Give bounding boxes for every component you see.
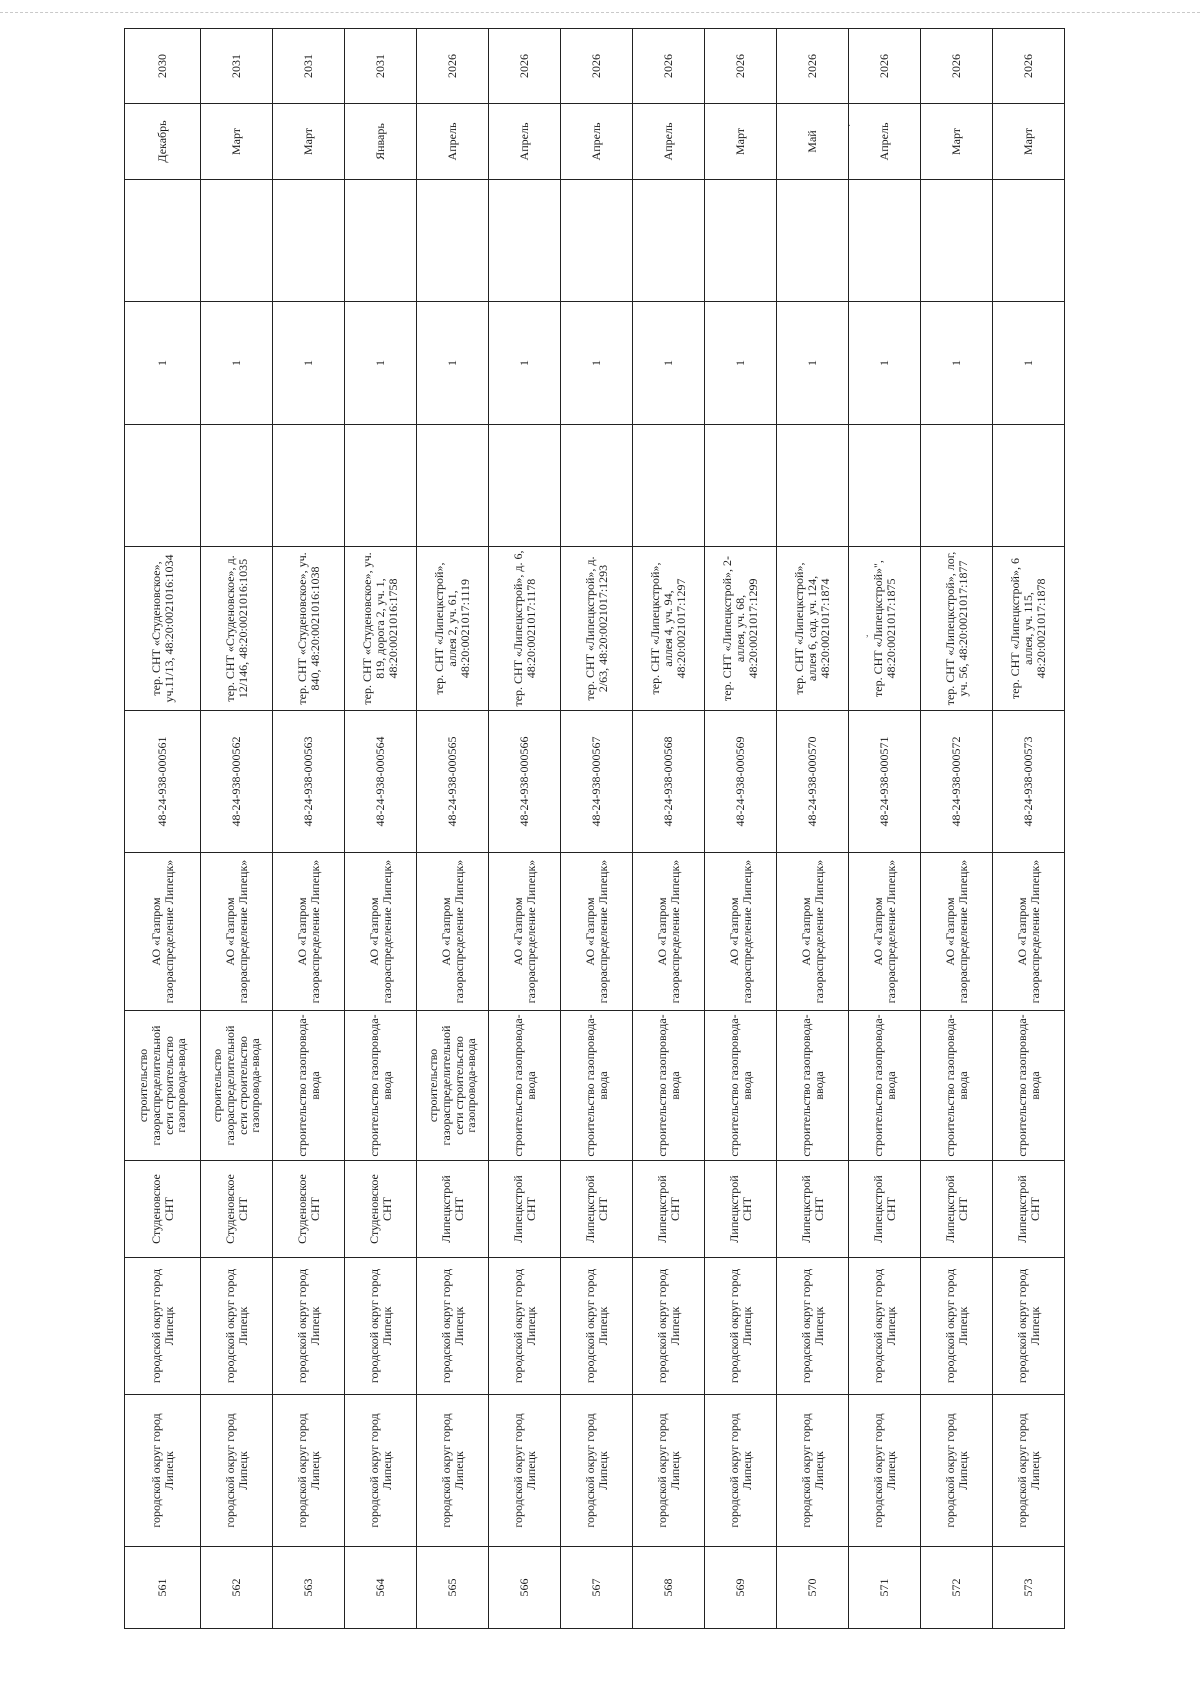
cell-object-code: 48-24-938-000563 [273,711,345,853]
cell-empty [777,425,849,547]
cell-number: 566 [489,1547,561,1629]
cell-municipal-district: городской округ город Липецк [777,1395,849,1547]
cell-empty [561,180,633,302]
cell-municipal-district: городской округ город Липецк [125,1395,201,1547]
cell-empty [633,425,705,547]
cell-quantity: 1 [417,302,489,425]
cell-month: Апрель [849,104,921,180]
cell-quantity: 1 [777,302,849,425]
cell-activity: строительство газопровода-ввода [345,1011,417,1161]
table-row [489,29,561,1629]
cell-gas-organization: АО «Газпром газораспределение Липецк» [125,853,201,1011]
cell-gas-organization: АО «Газпром газораспределение Липецк» [777,853,849,1011]
cell-empty [417,180,489,302]
cell-empty [273,180,345,302]
cell-number: 565 [417,1547,489,1629]
cell-address-cadastral: тер. СНТ «Липецкстрой», д. 2/63, 48:20:0021017:1293 [561,547,633,711]
rotated-table-container [124,54,1064,1629]
cell-year: 2026 [921,29,993,104]
cell-settlement: городской округ город Липецк [705,1258,777,1395]
gasification-register-table [124,28,1065,1629]
cell-gas-organization: АО «Газпром газораспределение Липецк» [705,853,777,1011]
cell-gas-organization: АО «Газпром газораспределение Липецк» [417,853,489,1011]
cell-empty [125,180,201,302]
cell-gas-organization: АО «Газпром газораспределение Липецк» [921,853,993,1011]
cell-month: Январь [345,104,417,180]
table-row [125,29,201,1629]
cell-empty [125,425,201,547]
cell-year: 2026 [993,29,1065,104]
cell-activity: строительство газопровода-ввода [489,1011,561,1161]
cell-activity: строительство газопровода-ввода [777,1011,849,1161]
cell-address-cadastral: тер. СНТ «Студеновское», уч.11/13, 48:20:0021016:1034 [125,547,201,711]
cell-settlement: городской округ город Липецк [345,1258,417,1395]
cell-empty [345,180,417,302]
table-row [705,29,777,1629]
table-row [417,29,489,1629]
cell-number: 569 [705,1547,777,1629]
scan-speck: . [848,118,851,129]
cell-quantity: 1 [633,302,705,425]
cell-snt-name: Липецкстрой СНТ [633,1161,705,1258]
cell-gas-organization: АО «Газпром газораспределение Липецк» [273,853,345,1011]
cell-snt-name: Студеновское СНТ [125,1161,201,1258]
scan-speck: , [866,628,869,639]
cell-quantity: 1 [561,302,633,425]
cell-address-cadastral: тер. СНТ «Студеновское», уч. 819, дорога 2, уч. 1, 48:20:0021016:1758 [345,547,417,711]
cell-number: 567 [561,1547,633,1629]
table-row [921,29,993,1629]
cell-address-cadastral: тер. СНТ «Липецкстрой», 6 аллея, уч. 115, 48:20:0021017:1878 [993,547,1065,711]
cell-number: 571 [849,1547,921,1629]
cell-month: Апрель [489,104,561,180]
cell-object-code: 48-24-938-000562 [201,711,273,853]
cell-snt-name: Липецкстрой СНТ [705,1161,777,1258]
cell-year: 2026 [489,29,561,104]
cell-municipal-district: городской округ город Липецк [417,1395,489,1547]
cell-quantity: 1 [489,302,561,425]
cell-empty [201,425,273,547]
cell-address-cadastral: тер. СНТ «Липецкстрой»", 48:20:0021017:1875 [849,547,921,711]
cell-month: Апрель [417,104,489,180]
cell-activity: строительство газопровода-ввода [849,1011,921,1161]
cell-settlement: городской округ город Липецк [417,1258,489,1395]
table-row [201,29,273,1629]
cell-snt-name: Липецкстрой СНТ [921,1161,993,1258]
cell-municipal-district: городской округ город Липецк [273,1395,345,1547]
scan-edge-line [0,12,1200,13]
cell-quantity: 1 [993,302,1065,425]
cell-address-cadastral: тер. СНТ «Студеновское», уч. 840, 48:20:0021016:1038 [273,547,345,711]
cell-month: Декабрь [125,104,201,180]
table-row [633,29,705,1629]
cell-object-code: 48-24-938-000573 [993,711,1065,853]
cell-quantity: 1 [345,302,417,425]
cell-activity: строительство газораспределительной сети строительство газопровода-ввода [417,1011,489,1161]
cell-month: Март [921,104,993,180]
cell-year: 2026 [777,29,849,104]
cell-address-cadastral: тер. СНТ «Липецкстрой», аллея 2, уч. 61, 48:20:0021017:1119 [417,547,489,711]
cell-municipal-district: городской округ город Липецк [201,1395,273,1547]
cell-gas-organization: АО «Газпром газораспределение Липецк» [345,853,417,1011]
cell-snt-name: Липецкстрой СНТ [417,1161,489,1258]
cell-object-code: 48-24-938-000566 [489,711,561,853]
cell-month: Апрель [633,104,705,180]
cell-gas-organization: АО «Газпром газораспределение Липецк» [489,853,561,1011]
cell-month: Май [777,104,849,180]
cell-settlement: городской округ город Липецк [201,1258,273,1395]
cell-quantity: 1 [273,302,345,425]
cell-municipal-district: городской округ город Липецк [633,1395,705,1547]
cell-year: 2026 [705,29,777,104]
cell-quantity: 1 [849,302,921,425]
cell-activity: строительство газораспределительной сети строительство газопровода-ввода [125,1011,201,1161]
cell-number: 570 [777,1547,849,1629]
cell-snt-name: Студеновское СНТ [201,1161,273,1258]
cell-settlement: городской округ город Липецк [849,1258,921,1395]
cell-activity: строительство газораспределительной сети строительство газопровода-ввода [201,1011,273,1161]
cell-object-code: 48-24-938-000570 [777,711,849,853]
cell-object-code: 48-24-938-000564 [345,711,417,853]
cell-number: 572 [921,1547,993,1629]
cell-gas-organization: АО «Газпром газораспределение Липецк» [633,853,705,1011]
cell-number: 563 [273,1547,345,1629]
cell-empty [489,425,561,547]
cell-year: 2026 [561,29,633,104]
cell-quantity: 1 [921,302,993,425]
cell-empty [705,180,777,302]
table-body [125,29,1065,1629]
cell-quantity: 1 [125,302,201,425]
cell-activity: строительство газопровода-ввода [273,1011,345,1161]
cell-snt-name: Студеновское СНТ [345,1161,417,1258]
cell-quantity: 1 [201,302,273,425]
cell-month: Март [201,104,273,180]
cell-empty [921,425,993,547]
cell-municipal-district: городской округ город Липецк [489,1395,561,1547]
table-row [345,29,417,1629]
cell-snt-name: Липецкстрой СНТ [849,1161,921,1258]
cell-empty [993,425,1065,547]
cell-year: 2026 [849,29,921,104]
cell-empty [345,425,417,547]
cell-settlement: городской округ город Липецк [777,1258,849,1395]
cell-year: 2031 [345,29,417,104]
cell-number: 561 [125,1547,201,1629]
cell-month: Март [705,104,777,180]
cell-snt-name: Липецкстрой СНТ [993,1161,1065,1258]
cell-number: 573 [993,1547,1065,1629]
cell-month: Апрель [561,104,633,180]
cell-empty [633,180,705,302]
cell-year: 2031 [201,29,273,104]
cell-year: 2026 [417,29,489,104]
cell-municipal-district: городской округ город Липецк [849,1395,921,1547]
cell-address-cadastral: тер. СНТ «Липецкстрой», аллея 6, сад. уч. 124, 48:20:0021017:1874 [777,547,849,711]
cell-activity: строительство газопровода-ввода [993,1011,1065,1161]
cell-municipal-district: городской округ город Липецк [345,1395,417,1547]
cell-year: 2030 [125,29,201,104]
cell-object-code: 48-24-938-000565 [417,711,489,853]
cell-year: 2031 [273,29,345,104]
table-row [993,29,1065,1629]
cell-empty [921,180,993,302]
cell-gas-organization: АО «Газпром газораспределение Липецк» [201,853,273,1011]
cell-snt-name: Студеновское СНТ [273,1161,345,1258]
cell-empty [777,180,849,302]
cell-object-code: 48-24-938-000571 [849,711,921,853]
cell-settlement: городской округ город Липецк [489,1258,561,1395]
cell-address-cadastral: тер. СНТ «Липецкстрой», д. 6, 48:20:0021017:1178 [489,547,561,711]
cell-gas-organization: АО «Газпром газораспределение Липецк» [561,853,633,1011]
cell-empty [705,425,777,547]
table-row [777,29,849,1629]
cell-number: 564 [345,1547,417,1629]
cell-month: Март [273,104,345,180]
cell-settlement: городской округ город Липецк [993,1258,1065,1395]
cell-empty [849,425,921,547]
cell-address-cadastral: тер. СНТ «Липецкстрой», лог, уч. 56, 48:20:0021017:1877 [921,547,993,711]
cell-empty [849,180,921,302]
cell-settlement: городской округ город Липецк [633,1258,705,1395]
cell-municipal-district: городской округ город Липецк [705,1395,777,1547]
cell-municipal-district: городской округ город Липецк [921,1395,993,1547]
table-row [849,29,921,1629]
table-row [273,29,345,1629]
table-row [561,29,633,1629]
cell-empty [417,425,489,547]
cell-empty [201,180,273,302]
cell-snt-name: Липецкстрой СНТ [777,1161,849,1258]
cell-object-code: 48-24-938-000572 [921,711,993,853]
cell-activity: строительство газопровода-ввода [921,1011,993,1161]
cell-municipal-district: городской округ город Липецк [561,1395,633,1547]
cell-month: Март [993,104,1065,180]
cell-empty [273,425,345,547]
cell-empty [993,180,1065,302]
cell-object-code: 48-24-938-000561 [125,711,201,853]
cell-activity: строительство газопровода-ввода [705,1011,777,1161]
cell-empty [561,425,633,547]
cell-snt-name: Липецкстрой СНТ [561,1161,633,1258]
cell-settlement: городской округ город Липецк [125,1258,201,1395]
cell-object-code: 48-24-938-000568 [633,711,705,853]
cell-activity: строительство газопровода-ввода [633,1011,705,1161]
cell-snt-name: Липецкстрой СНТ [489,1161,561,1258]
cell-address-cadastral: тер. СНТ «Липецкстрой», аллея 4, уч. 94, 48:20:0021017:1297 [633,547,705,711]
cell-gas-organization: АО «Газпром газораспределение Липецк» [993,853,1065,1011]
cell-activity: строительство газопровода-ввода [561,1011,633,1161]
cell-object-code: 48-24-938-000569 [705,711,777,853]
cell-year: 2026 [633,29,705,104]
cell-address-cadastral: тер. СНТ «Студеновское», д. 12/146, 48:20:0021016:1035 [201,547,273,711]
cell-settlement: городской округ город Липецк [921,1258,993,1395]
cell-empty [489,180,561,302]
cell-address-cadastral: тер. СНТ «Липецкстрой», 2-аллея, уч. 68, 48:20:0021017:1299 [705,547,777,711]
cell-number: 562 [201,1547,273,1629]
cell-settlement: городской округ город Липецк [561,1258,633,1395]
cell-object-code: 48-24-938-000567 [561,711,633,853]
cell-number: 568 [633,1547,705,1629]
cell-municipal-district: городской округ город Липецк [993,1395,1065,1547]
cell-gas-organization: АО «Газпром газораспределение Липецк» [849,853,921,1011]
cell-quantity: 1 [705,302,777,425]
cell-settlement: городской округ город Липецк [273,1258,345,1395]
